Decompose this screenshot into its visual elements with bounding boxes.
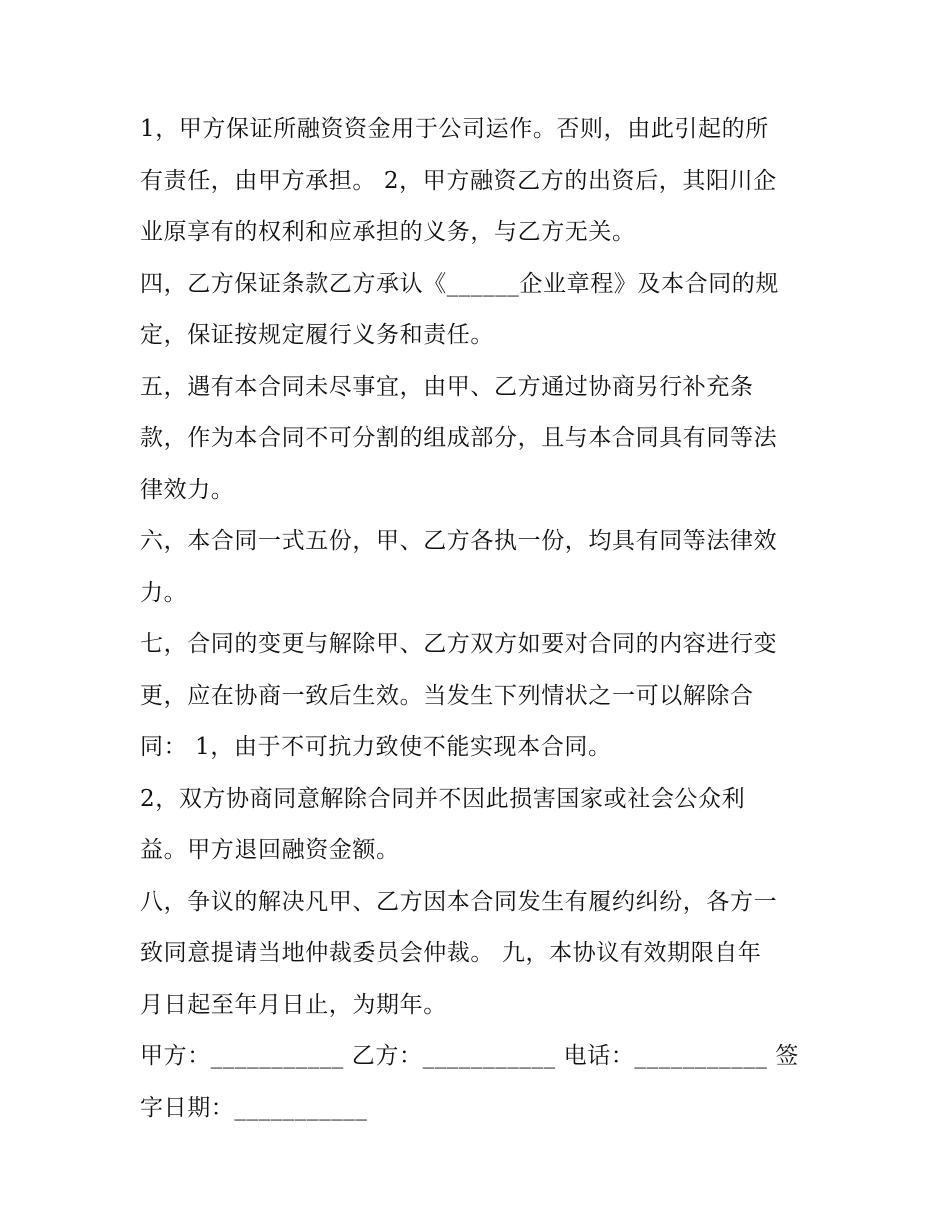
text-line-8: 律效力。 [140, 476, 235, 503]
text-line-4: 四，乙方保证条款乙方承认《______企业章程》及本合同的规 [140, 270, 779, 297]
text-line-10: 力。 [140, 579, 188, 606]
text-line-17: 致同意提请当地仲裁委员会仲裁。 九，本协议有效期限自年 [140, 940, 762, 966]
text-line-12: 更，应在协商一致后生效。当发生下列情状之一可以解除合 [140, 682, 754, 709]
text-line-11: 七，合同的变更与解除甲、乙方双方如要对合同的内容进行变 [140, 631, 778, 657]
text-line-2: 有责任，由甲方承担。 2，甲方融资乙方的出资后，其阳川企 [140, 167, 777, 194]
text-line-14: 2，双方协商同意解除合同并不因此损害国家或社会公众利 [140, 785, 746, 812]
text-line-3: 业原享有的权利和应承担的义务，与乙方无关。 [140, 219, 636, 245]
contract-body-text [140, 104, 820, 1134]
text-line-16: 八，争议的解决凡甲、乙方因本合同发生有履约纠纷，各方一 [140, 888, 778, 915]
text-line-6: 五，遇有本合同未尽事宜，由甲、乙方通过协商另行补充条 [140, 373, 754, 400]
signature-fields-line: 甲方：___________ 乙方：___________ 电话：___________ 签 [140, 1043, 800, 1069]
text-line-1: 1，甲方保证所融资资金用于公司运作。否则，由此引起的所 [140, 116, 769, 142]
text-line-7: 款，作为本合同不可分割的组成部分，且与本合同具有同等法 [140, 425, 778, 451]
text-line-9: 六，本合同一式五份，甲、乙方各执一份，均具有同等法律效 [140, 528, 778, 554]
text-line-5: 定，保证按规定履行义务和责任。 [140, 322, 494, 348]
signature-date-line: 字日期：___________ [140, 1094, 368, 1121]
text-line-18: 月日起至年月日止，为期年。 [140, 991, 447, 1018]
text-line-15: 益。甲方退回融资金额。 [140, 837, 400, 863]
text-line-13: 同： 1，由于不可抗力致使不能实现本合同。 [140, 734, 612, 760]
